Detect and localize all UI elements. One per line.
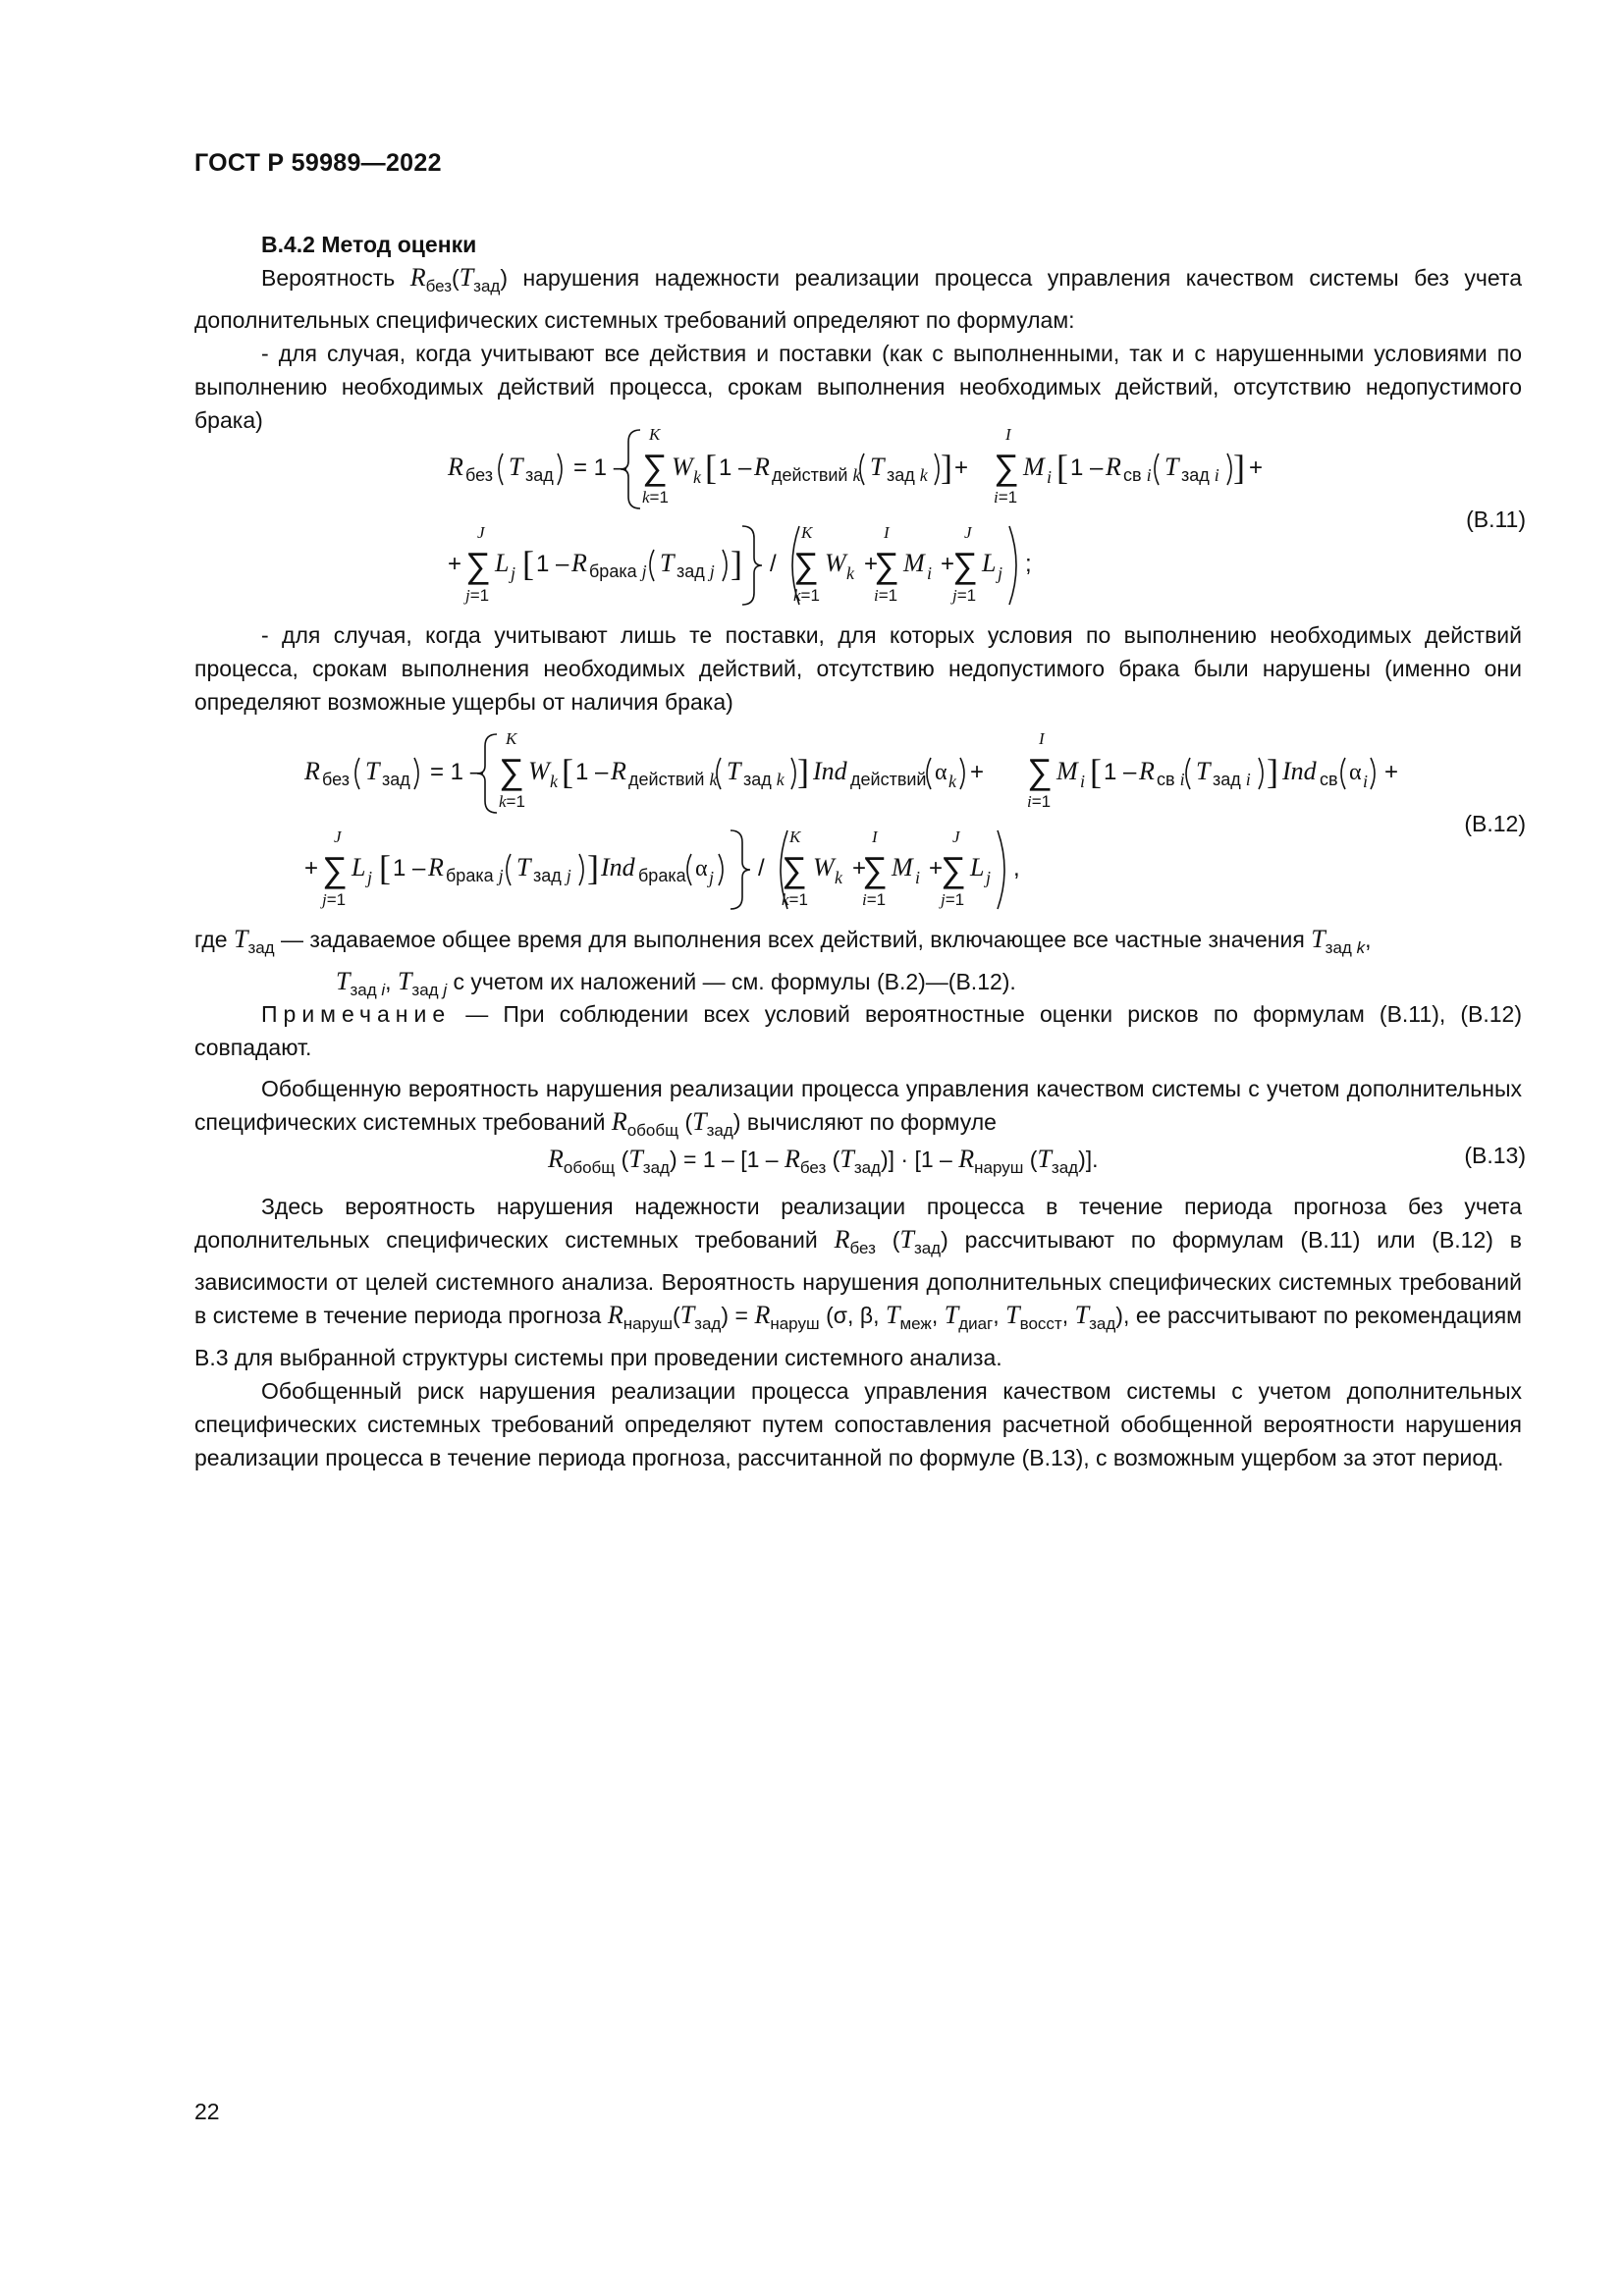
svg-text:W: W	[672, 453, 693, 481]
explanation-block	[194, 1190, 1522, 1474]
svg-text:[: [	[1056, 448, 1068, 487]
intro-paragraph: Вероятность $R_{без}(T_{зад})$ нарушения надежности реализации процесса управления качеством системы без учета дополнительных специфических системных требований определяют по формулам:	[194, 263, 1522, 333]
svg-text:J: J	[477, 523, 485, 542]
svg-text:]: ]	[731, 544, 742, 583]
svg-text:i: i	[1080, 772, 1086, 791]
svg-text:j: j	[511, 563, 516, 583]
svg-text:L: L	[495, 549, 510, 577]
svg-text:[: [	[379, 848, 391, 887]
svg-text:i: i	[1047, 467, 1053, 487]
note-label: Примечание	[261, 1001, 452, 1027]
svg-text:R: R	[448, 453, 463, 481]
svg-text:I: I	[884, 523, 890, 542]
svg-text:W: W	[825, 549, 846, 577]
svg-text:j: j	[709, 868, 715, 887]
svg-text:∑: ∑	[465, 545, 491, 585]
svg-text:зад i: зад i	[1213, 770, 1251, 789]
svg-text:i=1: i=1	[862, 890, 887, 909]
svg-text:α: α	[1349, 760, 1362, 785]
svg-text:∑: ∑	[642, 447, 668, 487]
svg-text:= 1 –: = 1 –	[573, 454, 627, 481]
case2-paragraph: - для случая, когда учитывают лишь те поставки, для которых условия по выполнению необходимых действий процесса, срокам выполнения необходимых действий, отсутствию недопустимого брака были нарушены (именно они определяют возможные ущербы от наличия брака)	[194, 622, 1522, 715]
svg-text:Ind: Ind	[813, 757, 847, 785]
svg-text:1 –: 1 –	[536, 551, 569, 577]
svg-text:k=1: k=1	[499, 792, 525, 811]
svg-text:∑: ∑	[941, 849, 966, 889]
svg-text:i=1: i=1	[994, 488, 1018, 507]
svg-text:T: T	[509, 453, 523, 481]
svg-text:зад j: зад j	[677, 561, 715, 581]
svg-text:i=1: i=1	[874, 586, 898, 605]
svg-text:[: [	[1090, 752, 1102, 791]
svg-text:L: L	[352, 853, 366, 881]
svg-text:брака j: брака j	[446, 866, 504, 885]
svg-text:+: +	[970, 759, 985, 785]
svg-text:j: j	[986, 868, 992, 887]
here-paragraph: Здесь вероятность нарушения надежности реализации процесса в течение периода прогноза без учета дополнительных специфических системных требований $R_{без}$ $(T_{зад})$ рассчитывают по формулам (В.11) или (В.12) в зависимости от целей системного анализа. Вероятность нарушения дополнительных специфических системных требований в системе в течение периода прогноза $R_{наруш}(T_{зад}) = R_{наруш}$ (σ, β, $T_{меж}$, $T_{диаг}$, $T_{восст}$, $T_{зад}$), ее рассчитывают по рекомендациям В.3 для выбранной структуры системы при проведении системного анализа.	[194, 1194, 1522, 1370]
svg-text:[: [	[562, 752, 573, 791]
svg-text:+: +	[929, 855, 944, 881]
where-line-2: $T_{зад i}$, $T_{зад j}$ с учетом их наложений — см. формулы (В.2)—(В.12).	[336, 967, 1016, 999]
svg-text:k: k	[693, 467, 701, 487]
svg-text:+: +	[954, 454, 969, 481]
svg-text:W: W	[528, 757, 550, 785]
svg-text:W: W	[813, 853, 835, 881]
note-block	[194, 997, 1522, 1064]
svg-text:зад j: зад j	[533, 866, 571, 885]
svg-text:j=1: j=1	[952, 586, 977, 605]
svg-text:i: i	[915, 868, 921, 887]
svg-text:+: +	[304, 855, 319, 881]
svg-text:T: T	[1164, 453, 1179, 481]
svg-text:∑: ∑	[499, 751, 524, 791]
svg-text:J: J	[952, 828, 960, 846]
svg-text:1 –: 1 –	[1070, 454, 1104, 481]
svg-text:зад: зад	[525, 465, 554, 485]
svg-text:∑: ∑	[952, 545, 978, 585]
svg-text:L: L	[970, 853, 985, 881]
svg-text:R: R	[1106, 453, 1121, 481]
svg-text:K: K	[506, 729, 517, 748]
section-intro-block	[194, 228, 1522, 437]
svg-text:без: без	[465, 465, 493, 485]
svg-text:k=1: k=1	[642, 488, 669, 507]
svg-text:св i: св i	[1157, 770, 1185, 789]
note-text: — При соблюдении всех условий вероятностные оценки рисков по формулам (В.11), (В.12) совпадают.	[194, 1001, 1523, 1060]
svg-text:T: T	[727, 757, 741, 785]
svg-text:1 –: 1 –	[1104, 759, 1137, 785]
where-line-1: где $T_{зад}$ — задаваемое общее время для выполнения всех действий, включающее все частные значения $T_{зад k}$,	[194, 925, 1372, 957]
svg-text:I: I	[1039, 729, 1045, 748]
svg-text:K: K	[649, 425, 661, 444]
svg-text:T: T	[516, 853, 531, 881]
formula-b13-expression: $R_{обобщ}$ $(T_{зад}) = 1 - [1 - R_{без}$ $(T_{зад})] \cdot [1 - R_{наруш}$ $(T_{зад})$].	[548, 1145, 1099, 1177]
formula-b11-graphic	[0, 422, 1375, 618]
svg-text:+: +	[852, 855, 867, 881]
svg-text:Ind: Ind	[601, 853, 635, 881]
svg-text:+: +	[1384, 759, 1399, 785]
svg-text:]: ]	[797, 752, 809, 791]
svg-text:+: +	[864, 551, 879, 577]
svg-text:K: K	[801, 523, 813, 542]
svg-text:k=1: k=1	[793, 586, 820, 605]
svg-text:j=1: j=1	[941, 890, 965, 909]
svg-text:/: /	[770, 551, 777, 577]
svg-text:действий: действий	[850, 770, 927, 789]
svg-text:i=1: i=1	[1027, 792, 1052, 811]
svg-text:α: α	[695, 856, 708, 881]
svg-text:действий k: действий k	[772, 465, 861, 485]
generalized-paragraph: Обобщенную вероятность нарушения реализации процесса управления качеством системы с учетом дополнительных специфических системных требований $R_{обобщ}$ $(T_{зад})$ вычисляют по формуле	[194, 1076, 1522, 1140]
svg-text:I: I	[872, 828, 878, 846]
svg-text:св: св	[1320, 770, 1338, 789]
svg-text:Ind: Ind	[1282, 757, 1317, 785]
svg-text:]: ]	[587, 848, 599, 887]
svg-text:∑: ∑	[862, 849, 888, 889]
svg-text:св i: св i	[1123, 465, 1152, 485]
svg-text:+: +	[448, 551, 462, 577]
svg-text:M: M	[1023, 453, 1045, 481]
svg-text:[: [	[705, 448, 717, 487]
svg-text:∑: ∑	[793, 545, 819, 585]
svg-text:без: без	[322, 770, 350, 789]
svg-text:∑: ∑	[994, 447, 1019, 487]
formula-b12-number: (В.12)	[1464, 811, 1526, 836]
svg-text:,: ,	[1013, 855, 1020, 881]
formula-b11-number: (В.11)	[1466, 507, 1526, 532]
note-paragraph	[194, 997, 1522, 1064]
formula-b13-number: (В.13)	[1464, 1143, 1526, 1168]
svg-text:R: R	[754, 453, 770, 481]
svg-text:]: ]	[941, 448, 952, 487]
svg-text:зад k: зад k	[743, 770, 785, 789]
svg-text:∑: ∑	[874, 545, 899, 585]
svg-text:k: k	[835, 868, 842, 887]
svg-text:M: M	[892, 853, 913, 881]
svg-text:зад k: зад k	[887, 465, 928, 485]
svg-text:j=1: j=1	[465, 586, 490, 605]
svg-text:L: L	[982, 549, 997, 577]
svg-text:зад: зад	[382, 770, 410, 789]
svg-text:T: T	[365, 757, 380, 785]
svg-text:i: i	[927, 563, 933, 583]
svg-text:∑: ∑	[782, 849, 807, 889]
svg-text:T: T	[660, 549, 675, 577]
page-header: ГОСТ Р 59989—2022	[194, 149, 442, 177]
section-title: В.4.2 Метод оценки	[261, 232, 477, 257]
svg-text:J: J	[334, 828, 342, 846]
formula-b12-graphic	[0, 726, 1434, 923]
svg-text:]: ]	[1267, 752, 1278, 791]
where-clause	[194, 923, 1522, 1007]
svg-text:j=1: j=1	[322, 890, 347, 909]
svg-text:R: R	[428, 853, 444, 881]
svg-text:M: M	[903, 549, 925, 577]
risk-paragraph: Обобщенный риск нарушения реализации процесса управления качеством системы с учетом дополнительных специфических системных требований определяют путем сопоставления расчетной обобщенной вероятности нарушения реализации процесса в течение периода прогноза, рассчитанной по формуле (В.13), с возможным ущербом за этот период.	[194, 1378, 1522, 1470]
svg-text:j: j	[998, 563, 1003, 583]
svg-text:брака: брака	[638, 866, 686, 885]
svg-text:∑: ∑	[322, 849, 348, 889]
svg-text:R: R	[611, 757, 626, 785]
svg-text:брака j: брака j	[589, 561, 647, 581]
svg-text:k: k	[846, 563, 854, 583]
page-number: 22	[194, 2099, 220, 2124]
svg-text:α: α	[935, 760, 947, 785]
svg-text:действий k: действий k	[628, 770, 718, 789]
svg-text:R: R	[304, 757, 320, 785]
svg-text:/: /	[758, 855, 765, 881]
svg-text:T: T	[870, 453, 885, 481]
svg-text:k=1: k=1	[782, 890, 808, 909]
svg-text:[: [	[522, 544, 534, 583]
svg-text:+: +	[941, 551, 955, 577]
svg-text:1 –: 1 –	[719, 454, 752, 481]
svg-text:j: j	[367, 868, 373, 887]
svg-text:+: +	[1249, 454, 1264, 481]
svg-text:∑: ∑	[1027, 751, 1053, 791]
svg-text:T: T	[1196, 757, 1211, 785]
svg-text:R: R	[1139, 757, 1155, 785]
svg-text:i: i	[1363, 772, 1369, 791]
generalized-block	[194, 1072, 1522, 1148]
svg-text:k: k	[948, 772, 956, 791]
svg-text:зад i: зад i	[1181, 465, 1219, 485]
case1-paragraph: - для случая, когда учитывают все действия и поставки (как с выполненными, так и с нарушенными условиями по выполнению необходимых действий процесса, срокам выполнения необходимых действий, отсутствию недопустимого брака)	[194, 341, 1522, 433]
svg-text:k: k	[550, 772, 558, 791]
svg-text:]: ]	[1233, 448, 1245, 487]
svg-text:= 1 –: = 1 –	[430, 759, 484, 785]
svg-text:J: J	[964, 523, 972, 542]
svg-text:1 –: 1 –	[575, 759, 609, 785]
svg-text:K: K	[789, 828, 801, 846]
svg-text:M: M	[1056, 757, 1078, 785]
svg-text:R: R	[571, 549, 587, 577]
svg-text:;: ;	[1025, 551, 1032, 577]
svg-text:1 –: 1 –	[393, 855, 426, 881]
svg-text:I: I	[1005, 425, 1011, 444]
case2-block	[194, 618, 1522, 719]
